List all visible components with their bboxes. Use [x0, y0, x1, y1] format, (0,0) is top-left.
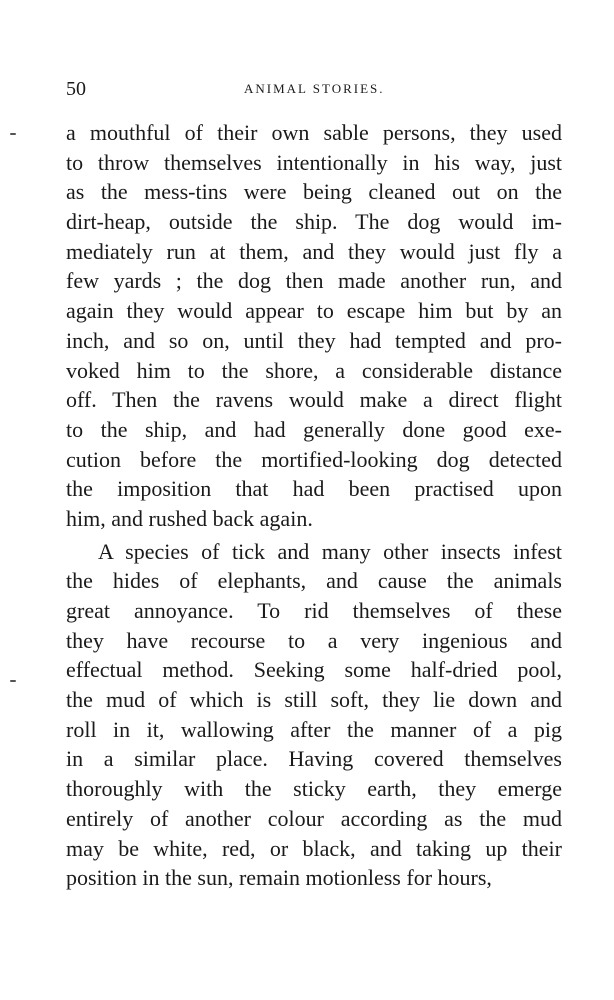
text-line: him, and rushed back again. [66, 505, 313, 531]
body-text [66, 118, 562, 893]
text-line: the imposition that had been practised upon [66, 476, 562, 502]
text-line: they have recourse to a very ingenious and [66, 627, 562, 653]
text-line: roll in it, wallowing after the manner of a pig [66, 716, 562, 742]
text-line: off. Then the ravens would make a direct flight [66, 387, 562, 413]
text-line: a mouthful of their own sable persons, they used [66, 120, 562, 145]
text-line: cution before the mortified-looking dog detected [66, 446, 562, 472]
text-line: in a similar place. Having covered themselves [66, 746, 562, 772]
text-line: inch, and so on, until they had tempted and pro- [66, 327, 562, 353]
text-line: to throw themselves intentionally in his way, just [66, 149, 562, 175]
text-line: may be white, red, or black, and taking up their [66, 835, 562, 861]
paragraph [66, 118, 562, 534]
text-line: effectual method. Seeking some half-dried pool, [66, 657, 562, 683]
text-line: entirely of another colour according as the mud [66, 805, 562, 831]
text-line: few yards ; the dog then made another run, and [66, 268, 562, 294]
text-line: as the mess-tins were being cleaned out on the [66, 179, 562, 205]
text-line: the hides of elephants, and cause the animals [66, 568, 562, 594]
running-head: ANIMAL STORIES. [244, 81, 385, 96]
text-line: A species of tick and many other insects infest [98, 538, 562, 564]
margin-mark [10, 680, 16, 682]
text-line: position in the sun, remain motionless for hours, [66, 865, 492, 891]
page-number: 50 [66, 78, 86, 100]
text-line: the mud of which is still soft, they lie down and [66, 687, 562, 713]
text-line: again they would appear to escape him but by an [66, 298, 562, 324]
text-line: great annoyance. To rid themselves of these [66, 598, 562, 623]
text-line: to the ship, and had generally done good exe- [66, 416, 562, 442]
text-line: thoroughly with the sticky earth, they emerge [66, 776, 562, 802]
margin-mark [10, 133, 16, 135]
text-line: voked him to the shore, a considerable distance [66, 357, 562, 383]
text-line: dirt-heap, outside the ship. The dog would im- [66, 209, 562, 235]
text-line: mediately run at them, and they would just fly a [66, 238, 562, 264]
page-header [66, 76, 562, 102]
paragraph [66, 537, 562, 893]
